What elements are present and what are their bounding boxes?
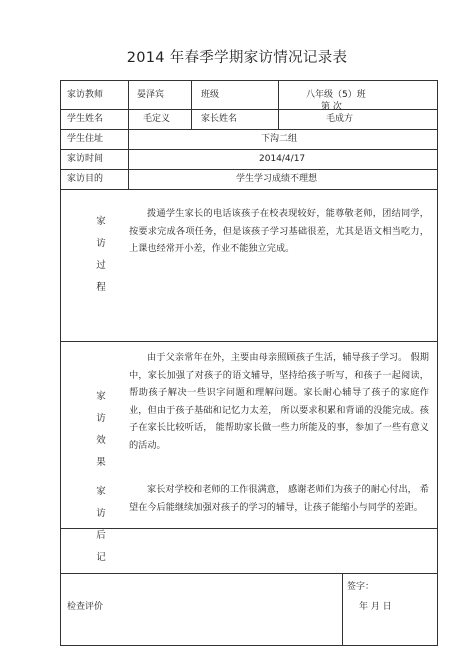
time-value: 2014/4/17 <box>259 154 306 164</box>
teacher-label: 家访教师 <box>67 90 104 100</box>
effect-text: 由于父亲常年在外，主要由母亲照顾孩子生活，辅导孩子学习。 假期中，家长加强了对孩子的语文辅导，坚持给孩子听写，和孩子一起阅读，帮助孩子解决一些识字问题和理解问题。家长耐心辅导了孩子的家庭作业，但由于孩子基础和记忆力太差， 所以要求积累和背诵的没能完成。孩子在家长比较听话， 能帮助家长做一些力所能及的事，参加了一些有意义的活动。 <box>129 352 429 451</box>
parent-name: 毛成方 <box>326 114 354 124</box>
col-divider <box>128 81 129 189</box>
row-divider <box>61 341 437 342</box>
afterword-label: 家 访 后 记 <box>96 486 106 563</box>
address-value: 下沟二组 <box>261 134 298 144</box>
col-divider <box>191 81 192 129</box>
row-divider <box>61 169 437 170</box>
visit-count: 第 次 <box>321 102 342 112</box>
time-label: 家访时间 <box>67 154 104 164</box>
sign-label: 签字： <box>347 582 375 592</box>
review-date: 年 月 日 <box>359 602 392 612</box>
purpose-value: 学生学习成绩不理想 <box>236 174 318 184</box>
afterword-text: 家长对学校和老师的工作很满意， 感谢老师们为孩子的耐心付出， 希望在今后能继续加强对孩子的学习的辅导，让孩子能缩小与同学的差距。 <box>129 484 429 513</box>
effect-label: 家 访 效 果 <box>96 391 106 468</box>
review-label: 检查评价 <box>67 602 104 612</box>
col-divider <box>342 573 343 645</box>
row-divider <box>61 129 437 130</box>
teacher-name: 晏泽宾 <box>137 90 165 100</box>
parent-label: 家长姓名 <box>201 114 238 124</box>
process-label: 家 访 过 程 <box>96 216 106 293</box>
row-divider <box>61 109 437 110</box>
row-divider <box>61 573 437 574</box>
row-divider <box>61 189 437 190</box>
purpose-label: 家访目的 <box>67 174 104 184</box>
student-label: 学生姓名 <box>67 114 104 124</box>
process-text: 拨通学生家长的电话该孩子在校表现较好，能尊敬老师，团结同学，按要求完成各项任务，但是该孩子学习基础很差，尤其是语文相当吃力，上课也经常开小差，作业不能独立完成。 <box>129 208 429 254</box>
class-label: 班级 <box>201 90 220 100</box>
col-divider <box>278 81 279 129</box>
address-label: 学生住址 <box>67 134 104 144</box>
row-divider <box>61 149 437 150</box>
class-value: 八年级（5）班 <box>306 90 366 100</box>
page-title: 2014 年春季学期家访情况记录表 <box>126 50 348 66</box>
record-table <box>60 80 438 646</box>
student-name: 毛定义 <box>143 114 171 124</box>
